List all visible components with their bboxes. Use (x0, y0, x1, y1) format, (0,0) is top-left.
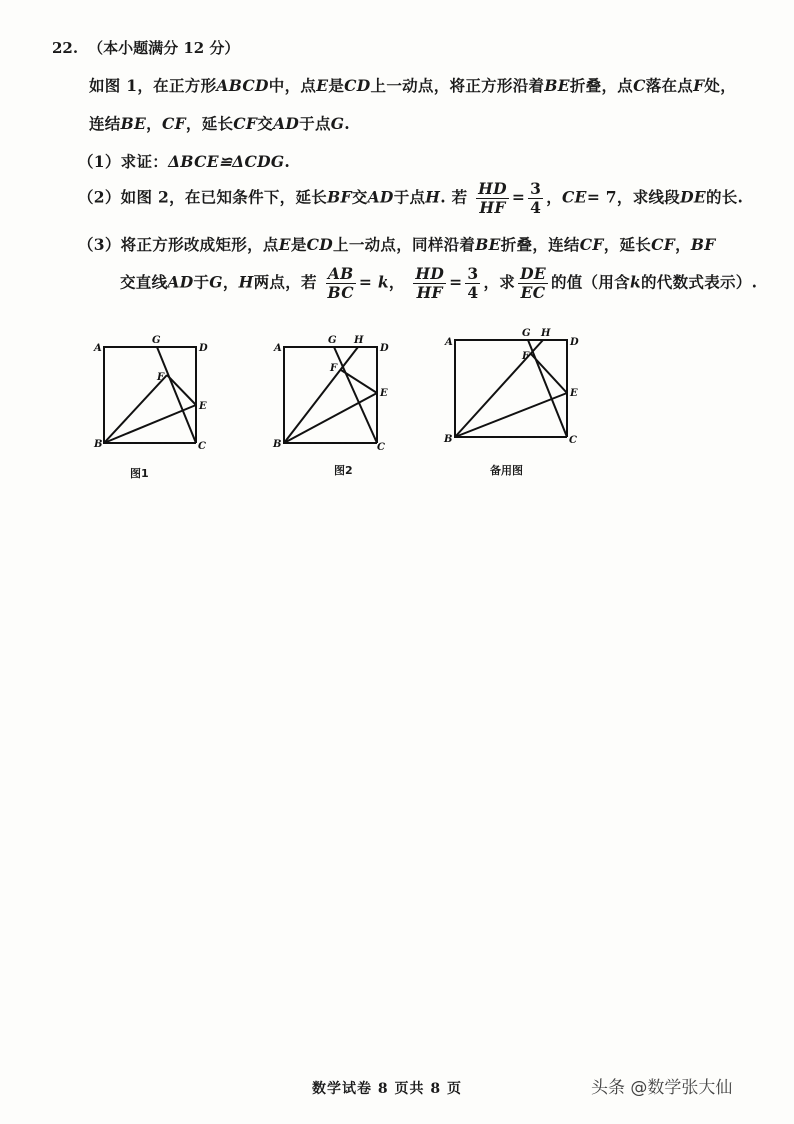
part-3-line-1: （3）将正方形改成矩形，点E是CD上一动点，同样沿着BE折叠，连结CF，延长CF，BF (78, 235, 716, 254)
fig1-label-B: B (94, 439, 103, 450)
fig2-caption: 图2 (334, 464, 353, 477)
fig3-label-G: G (522, 328, 531, 339)
fig2-label-A: A (274, 343, 282, 354)
fig1-bf (104, 375, 167, 443)
fig2-square-outline (284, 347, 377, 443)
fraction-de-ec: $\frac{DE}{EC}$ (520, 264, 546, 302)
fig3-label-E: E (570, 388, 578, 399)
fig2-bh (284, 347, 358, 443)
page-footer: 数学试卷 8 页共 8 页 (312, 1081, 462, 1097)
fig3-be (455, 393, 567, 437)
fig3-label-B: B (444, 434, 453, 445)
part-3-line-2: 交直线AD于G，H两点，若 $\frac{AB}{BC}$ = k， $\frac{HD}{HF}$ = $\frac{3}{4}$ ，求 $\frac{DE}{EC}$ 的值（用含k的代数式表示）. (120, 264, 758, 302)
problem-number: 22. (52, 39, 79, 57)
intro-line-1: 如图 1，在正方形ABCD中，点E是CD上一动点，将正方形沿着BE折叠，点C落在点F处， (89, 76, 737, 95)
problem-header (52, 37, 239, 58)
fig2-label-C: C (377, 442, 385, 453)
fig3-cg (528, 340, 567, 437)
fig2-label-B: B (273, 439, 282, 450)
fig2-be (284, 393, 377, 443)
figure-2 (284, 347, 377, 443)
fig1-fe (167, 375, 196, 405)
fig3-caption: 备用图 (490, 464, 523, 477)
part-1: （1）求证：ΔBCE≌ΔCDG. (78, 152, 291, 171)
fig2-label-D: D (380, 343, 389, 354)
fig3-bh (455, 340, 543, 437)
fig3-rect-outline (455, 340, 567, 437)
fig1-label-E: E (199, 401, 207, 412)
fig2-label-G: G (328, 335, 337, 346)
fig1-label-C: C (198, 441, 206, 452)
intro-line-2: 连结BE，CF，延长CF交AD于点G. (89, 114, 350, 133)
fraction-hd-hf-2: $\frac{HD}{HF}$ (415, 264, 445, 302)
fig1-cg (157, 347, 196, 443)
fig3-label-F: F (522, 351, 530, 362)
fig1-label-F: F (157, 372, 165, 383)
fig2-cg (334, 347, 377, 443)
fig3-label-D: D (570, 337, 579, 348)
fig1-label-A: A (94, 343, 102, 354)
fraction-hd-hf: $\frac{HD}{HF}$ (478, 179, 507, 217)
fraction-3-4-2: $\frac{3}{4}$ (467, 264, 479, 302)
fig1-label-G: G (152, 335, 161, 346)
fig1-caption: 图1 (130, 467, 149, 480)
fig1-label-D: D (199, 343, 208, 354)
fig3-label-C: C (569, 435, 577, 446)
fig2-label-H: H (354, 335, 364, 346)
figures-area (0, 325, 794, 485)
figures-svg (0, 325, 794, 485)
figure-1 (104, 347, 196, 443)
fraction-ab-bc: $\frac{AB}{BC}$ (327, 264, 354, 302)
fig2-label-E: E (380, 388, 388, 399)
score-note: （本小题满分 12 分） (88, 39, 240, 57)
fig2-label-F: F (330, 363, 338, 374)
fraction-3-4: $\frac{3}{4}$ (530, 179, 542, 217)
watermark: 头条 @数学张大仙 (591, 1078, 733, 1098)
part-2: （2）如图 2，在已知条件下，延长BF交AD于点H. 若 $\frac{HD}{HF}$ = $\frac{3}{4}$ ，CE= 7，求线段DE的长. (78, 179, 744, 217)
fig3-label-H: H (541, 328, 551, 339)
fig3-label-A: A (445, 337, 453, 348)
figure-3 (455, 340, 567, 437)
